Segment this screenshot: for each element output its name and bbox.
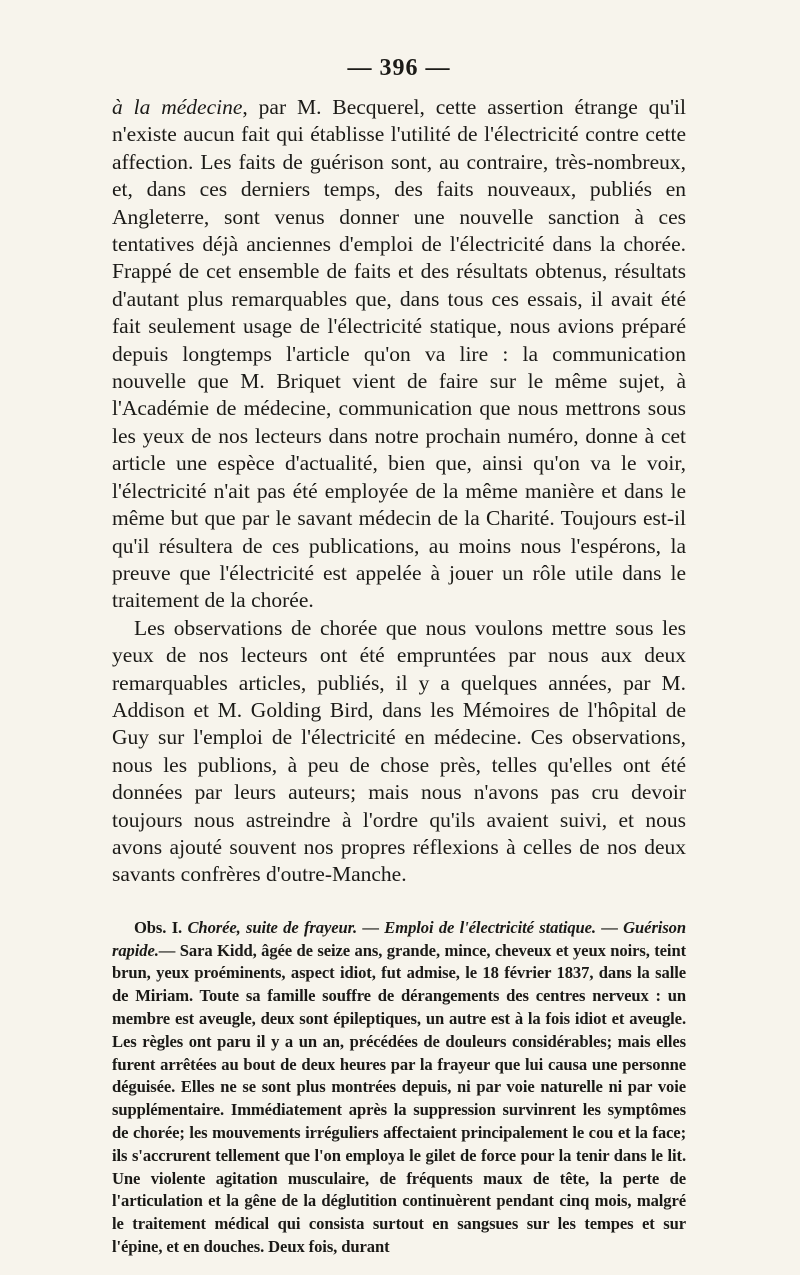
observation-text: — Sara Kidd, âgée de seize ans, grande, mince, cheveux et yeux noirs, teint brun, yeux proéminents, aspect idiot, fut admise, le 18 février 1837, dans la salle de Miriam. Toute sa famille souffre de dérangements des centres nerveux : un membre est aveugle, deux sont épileptiques, un autre est à la fois idiot et aveugle. Les règles ont paru il y a un an, précédées de douleurs considérables; mais elles furent arrêtées au bout de deux heures par la frayeur que lui causa une personne déguisée. Elles ne se sont plus montrées depuis, ni par voie naturelle ni par voie supplémentaire. Immédiatement après la suppression survinrent les symptômes de chorée; les mouvements irréguliers affectaient principalement le cou et la face; ils s'accrurent tellement que l'on employa le gilet de force pour la tenir dans le lit. Une violente agitation musculaire, de fréquents maux de tête, la perte de l'articulation et la gêne de la déglutition continuèrent pendant cinq mois, malgré le traitement médical qui consista surtout en sangsues sur les tempes et sur l'épine, et en douches. Deux fois, durant <box>112 940 686 1256</box>
paragraph-2: Les observations de chorée que nous voulons mettre sous les yeux de nos lecteurs ont été empruntées par nous aux deux remarquables articles, publiés, il y a quelques années, par M. Addison et M. Golding Bird, dans les Mémoires de l'hôpital de Guy sur l'emploi de l'électricité en médecine. Ces observations, nous les publions, à peu de chose près, telles qu'elles ont été données par leurs auteurs; mais nous n'avons pas cru devoir toujours nous astreindre à l'ordre qu'ils avaient suivi, et nous avons ajouté souvent nos propres réflexions à celles de nos deux savants confrères d'outre-Manche. <box>112 615 686 887</box>
paragraph-1 <box>112 94 686 615</box>
observation-label: Obs. I. <box>134 917 183 937</box>
observation-1 <box>112 917 686 1259</box>
paragraph-1-text: , par M. Becquerel, cette assertion étrange qu'il n'existe aucun fait qui établisse l'utilité de l'électricité contre cette affection. Les faits de guérison sont, au contraire, très-nombreux, et, dans ces derniers temps, des faits nouveaux, publiés en Angleterre, sont venus donner une nouvelle sanction à ces tentatives déjà anciennes d'emploi de l'électricité dans la chorée. Frappé de cet ensemble de faits et des résultats obtenus, résultats d'autant plus remarquables que, dans tous ces essais, il avait été fait seulement usage de l'électricité statique, nous avions préparé depuis longtemps l'article qu'on va lire : la communication nouvelle que M. Briquet vient de faire sur le même sujet, à l'Académie de médecine, communication que nous mettrons sous les yeux de nos lecteurs dans notre prochain numéro, donne à cet article une espèce d'actualité, bien que, ainsi qu'on va le voir, l'électricité n'ait pas été employée de la même manière et dans le même but que par le savant médecin de la Charité. Toujours est-il qu'il résultera de ces publications, au moins nous l'espérons, la preuve que l'électricité est appelée à jouer un rôle utile dans le traitement de la chorée. <box>112 95 686 613</box>
page-number: — 396 — <box>347 55 451 81</box>
book-page <box>112 52 686 1275</box>
paragraph-1-lead: à la médecine <box>112 95 243 119</box>
observation-title: Chorée, suite de frayeur. — Emploi de l'électricité statique. — Guérison rapide. <box>112 917 687 960</box>
